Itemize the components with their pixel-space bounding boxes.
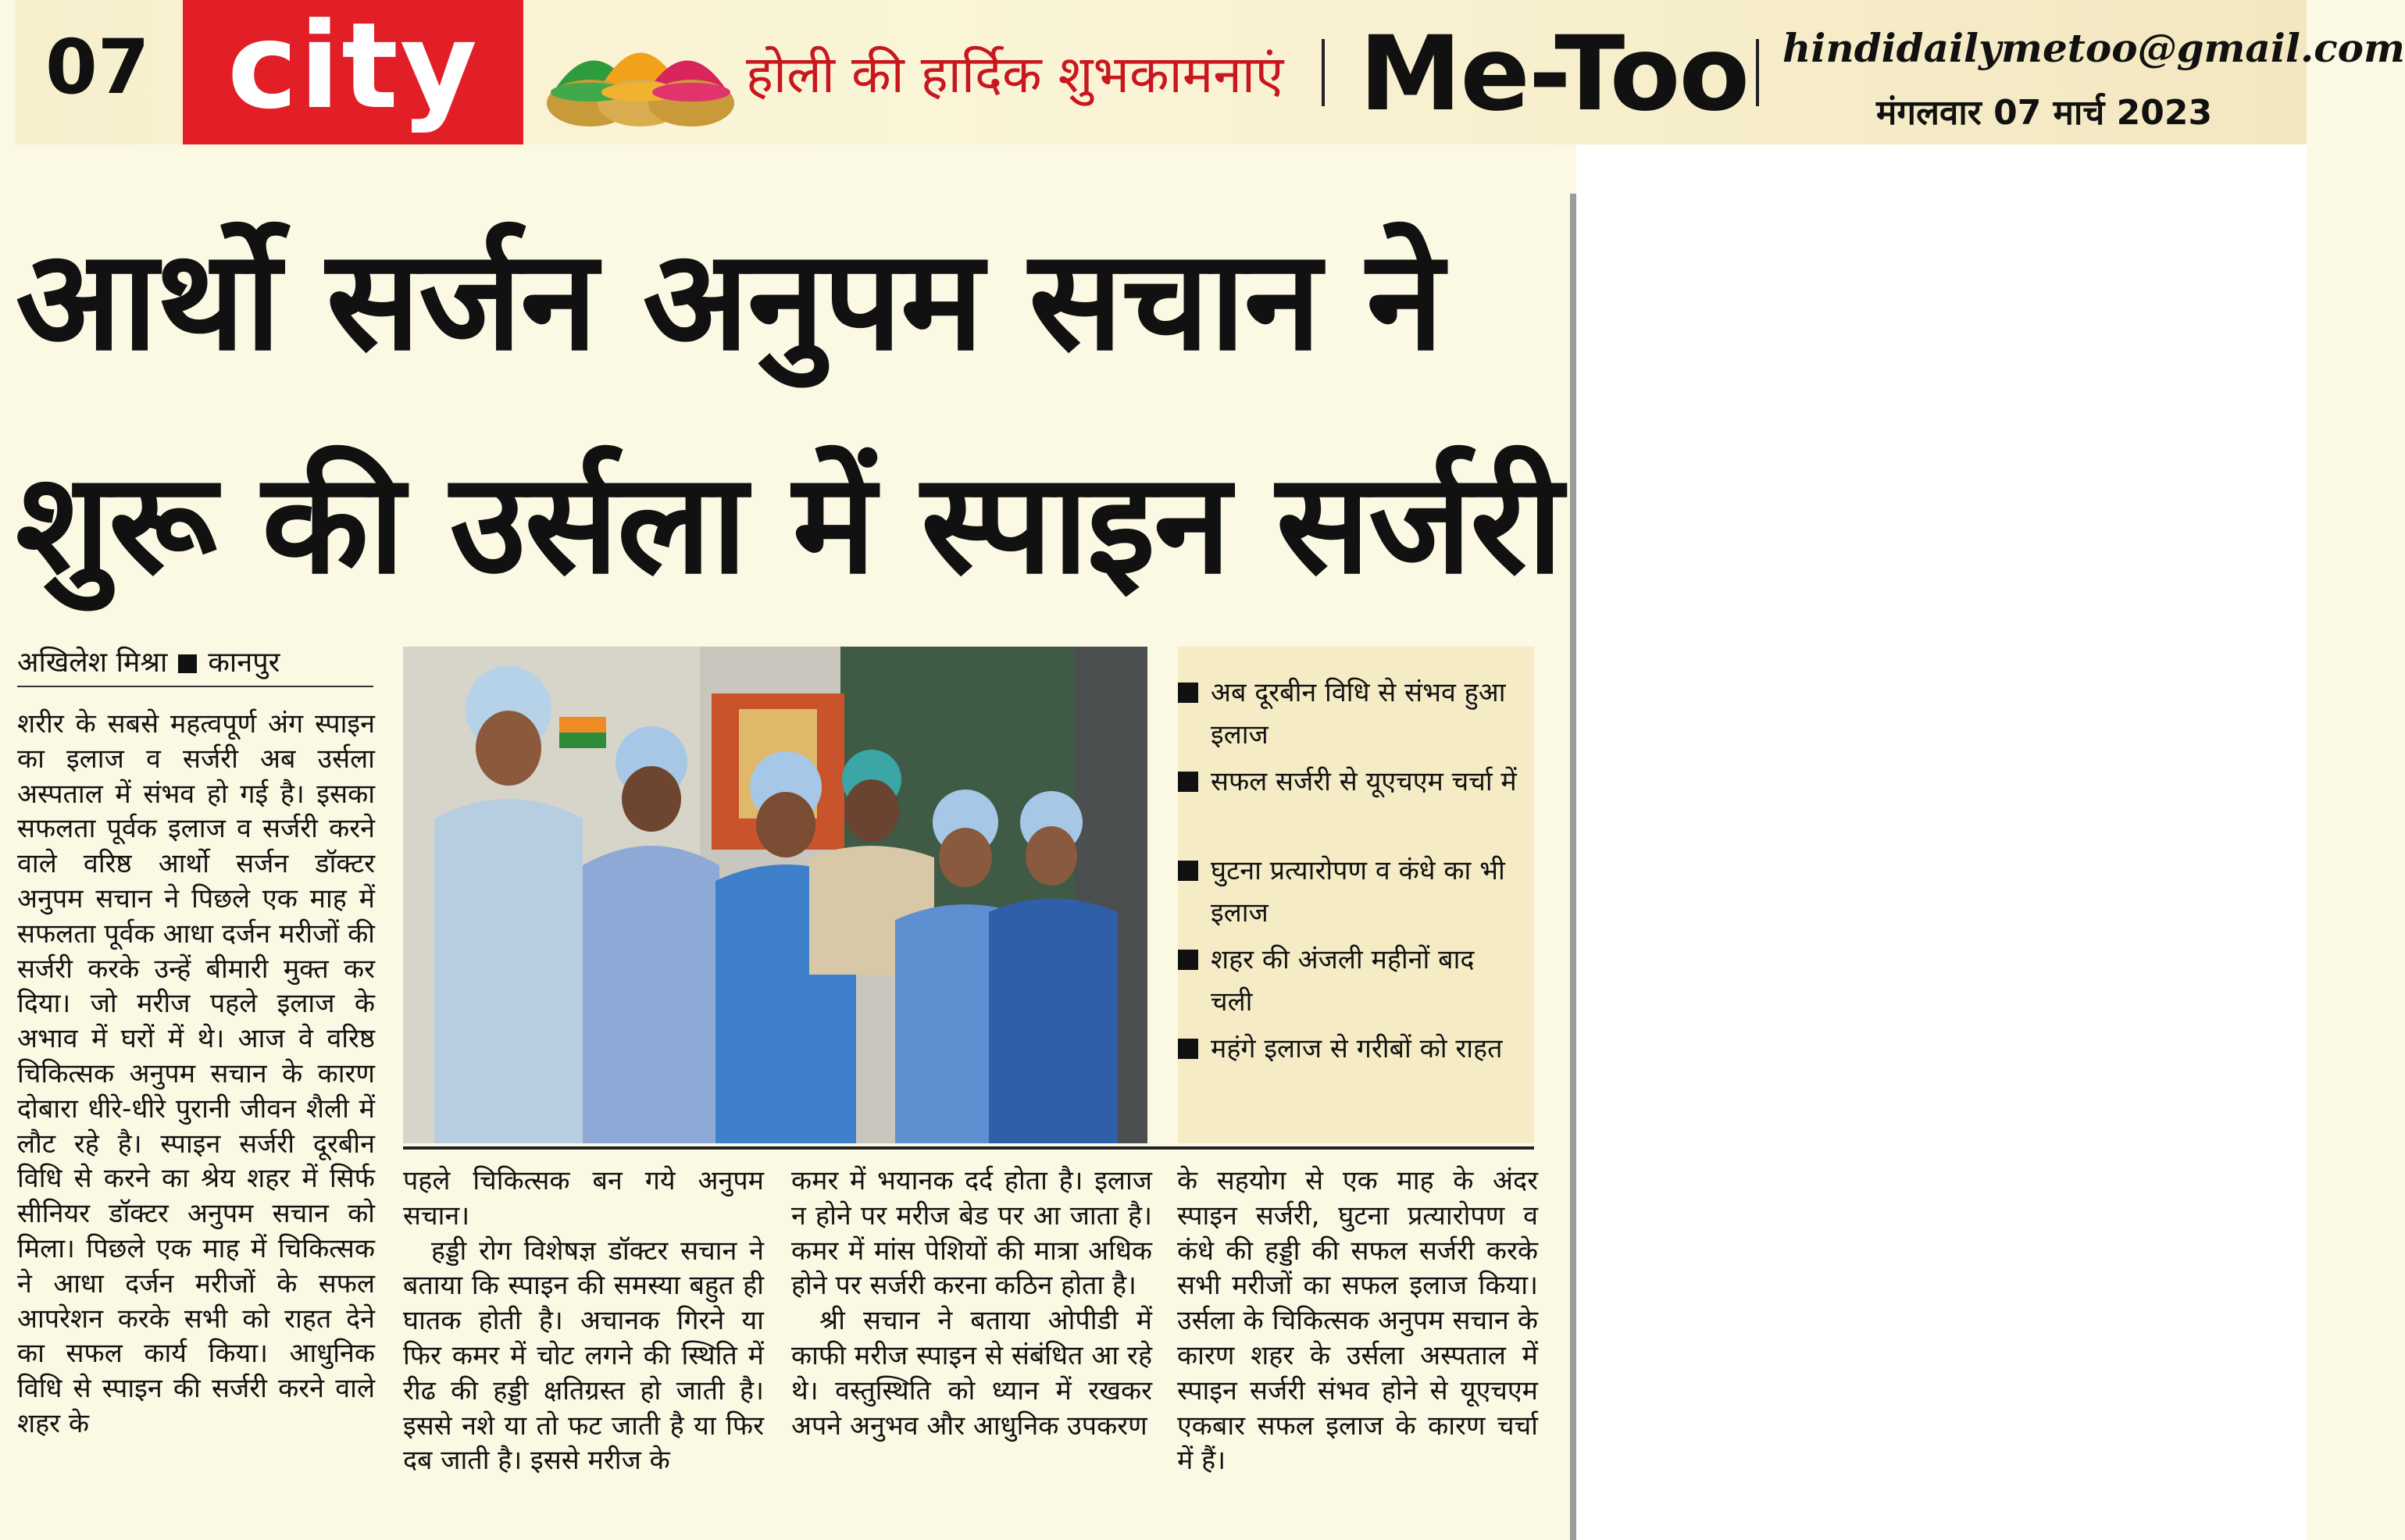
section-rule bbox=[403, 1146, 1534, 1150]
masthead-divider bbox=[1756, 39, 1759, 106]
team-photo bbox=[403, 647, 1147, 1143]
brand-name: Me-Too bbox=[1359, 14, 1749, 134]
headline-line-2: शुरू की उर्सला में स्पाइन सर्जरी bbox=[16, 443, 1562, 604]
bullet-square-icon bbox=[1178, 683, 1198, 703]
bullet-square-icon bbox=[1178, 861, 1198, 881]
bullet-square-icon bbox=[1178, 950, 1198, 970]
headline-line-1: आर्थो सर्जन अनुपम सचान ने bbox=[16, 219, 1443, 381]
bullet-square-icon bbox=[1178, 772, 1198, 792]
highlight-item: घुटना प्रत्यारोपण व कंधे का भी इलाज bbox=[1211, 850, 1523, 934]
holi-greeting: होली की हार्दिक शुभकामनाएं bbox=[746, 45, 1284, 105]
bullet-square-icon bbox=[1178, 1039, 1198, 1059]
paragraph: शरीर के सबसे महत्वपूर्ण अंग स्पाइन का इलाज व सर्जरी अब उर्सला अस्पताल में संभव हो गई है। इसका सफलता पूर्वक इलाज व सर्जरी करने वाले वरिष्ठ आर्थो सर्जन डॉक्टर अनुपम सचान ने पिछले एक माह में सफलता पूर्वक आधा दर्जन मरीजों की सर्जरी करके उन्हें बीमारी मुक्त कर दिया। जो मरीज पहले इलाज के अभाव में घरों में थे। आज वे वरिष्ठ चिकित्सक अनुपम सचान के कारण दोबारा धीरे-धीरे पुरानी जीवन शैली में लौट रहे है। स्पाइन सर्जरी दूरबीन विधि से करने का श्रेय शहर में सिर्फ सीनियर डॉक्टर अनुपम सचान को मिला। पिछले एक माह में चिकित्सक ने आधा दर्जन मरीजों के सफल आपरेशन करके सभी को राहत देने का सफल कार्य किया। आधुनिक विधि से स्पाइन की सर्जरी करने वाले शहर के bbox=[17, 708, 375, 1439]
byline-place: कानपुर bbox=[208, 647, 280, 679]
byline-author: अखिलेश मिश्रा bbox=[17, 647, 168, 679]
paragraph: के सहयोग से एक माह के अंदर स्पाइन सर्जरी, घुटना प्रत्यारोपण व कंधे की हड्डी की सफल सर्जरी करके सभी मरीजों का सफल इलाज किया। उर्सला के चिकित्सक अनुपम सचान के कारण शहर के उर्सला अस्पताल में स्पाइन सर्जरी संभव होने से यूएचएम एकबार सफल इलाज के कारण चर्चा में हैं। bbox=[1177, 1165, 1538, 1477]
paragraph: हड्डी रोग विशेषज्ञ डॉक्टर सचान ने बताया कि स्पाइन की समस्या बहुत ही घातक होती है। अचानक गिरने या फिर कमर में चोट लगने की स्थिति में रीढ की हड्डी क्षतिग्रस्त हो जाती है। इससे नशे या तो फट जाती है या फिर दब जाती है। इससे मरीज के bbox=[403, 1235, 764, 1477]
page-number: 07 bbox=[45, 23, 150, 111]
masthead-divider bbox=[1322, 39, 1325, 106]
byline bbox=[17, 642, 280, 680]
column-rule bbox=[1570, 194, 1576, 1540]
byline-rule bbox=[17, 686, 373, 687]
masthead bbox=[16, 0, 2405, 144]
paragraph: कमर में भयानक दर्द होता है। इलाज न होने पर मरीज बेड पर आ जाता है। कमर में मांस पेशियों की मात्रा अधिक होने पर सर्जरी करना कठिन होता है। bbox=[791, 1165, 1152, 1302]
highlights-box bbox=[1178, 647, 1534, 1143]
paragraph: श्री सचान ने बताया ओपीडी में काफी मरीज स्पाइन से संबंधित आ रहे थे। वस्तुस्थिति को ध्यान में रखकर अपने अनुभव और आधुनिक उपकरण bbox=[791, 1305, 1152, 1442]
article-column-2 bbox=[403, 1164, 764, 1515]
highlight-item: सफल सर्जरी से यूएचएम चर्चा में bbox=[1211, 761, 1523, 803]
article-column-1 bbox=[17, 707, 375, 1511]
article-column-4 bbox=[1177, 1164, 1538, 1515]
highlight-item: महंगे इलाज से गरीबों को राहत bbox=[1211, 1028, 1523, 1070]
paragraph: पहले चिकित्सक बन गये अनुपम सचान। bbox=[403, 1165, 764, 1232]
highlight-item: अब दूरबीन विधि से संभव हुआ इलाज bbox=[1211, 672, 1523, 756]
bullet-square-icon bbox=[178, 654, 197, 673]
article-column-3 bbox=[791, 1164, 1152, 1515]
contact-email[interactable]: hindidailymetoo@gmail.com bbox=[1782, 25, 2405, 71]
issue-date: मंगलवार 07 मार्च 2023 bbox=[1876, 93, 2213, 133]
section-label: city bbox=[183, 0, 523, 144]
adjacent-page-area bbox=[1576, 144, 2307, 1540]
highlight-item: शहर की अंजली महीनों बाद चली bbox=[1211, 939, 1523, 1023]
